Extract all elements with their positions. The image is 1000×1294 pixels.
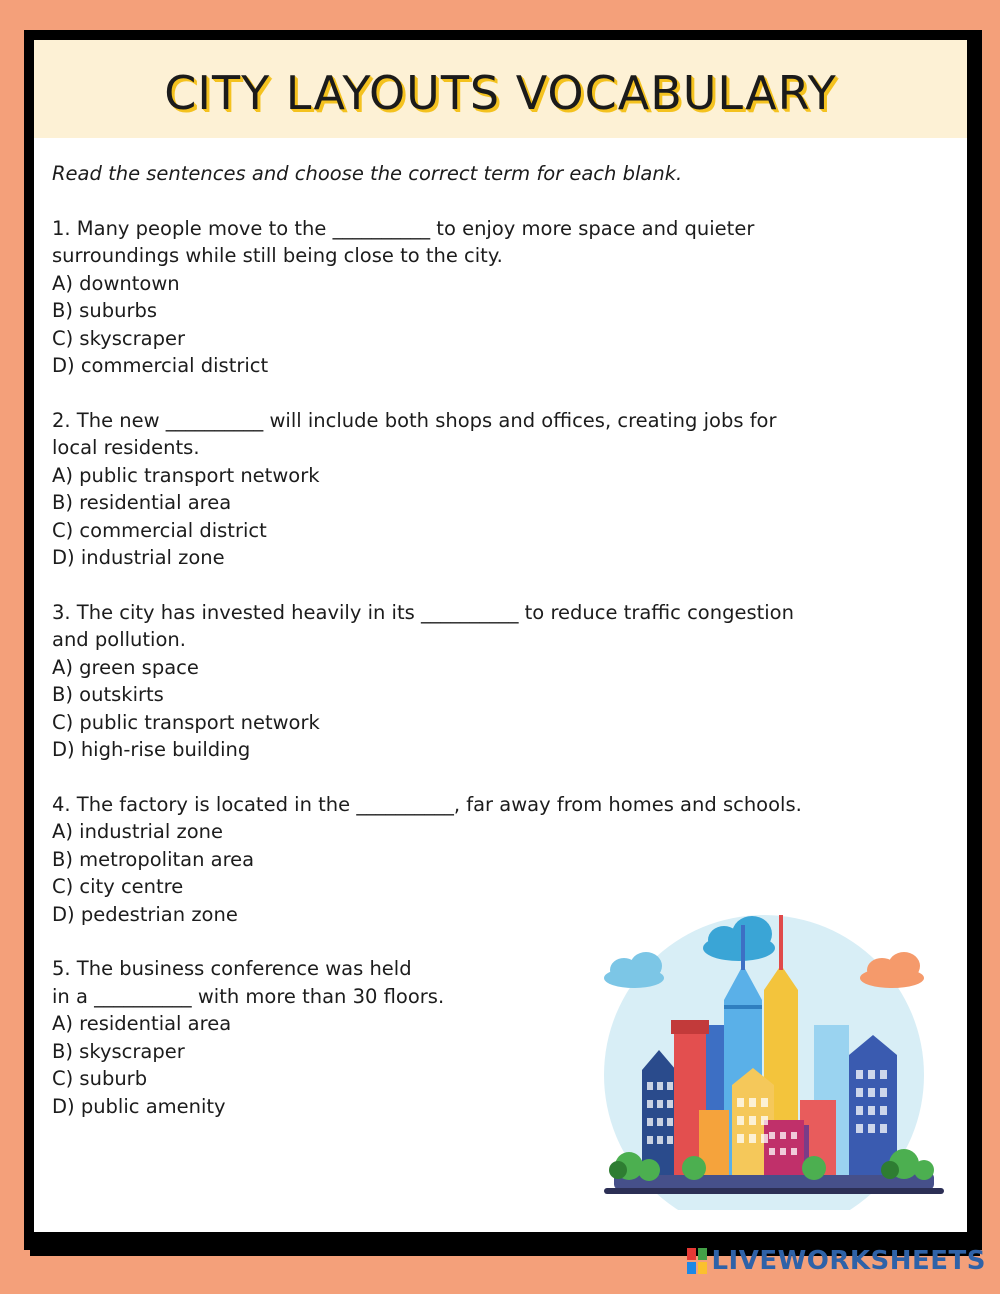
option-d[interactable]: D) commercial district — [52, 354, 269, 377]
question-text-line1: 2. The new __________ will include both shops and offices, creating jobs for — [52, 408, 777, 432]
question-text-line2: surroundings while still being close to the city. — [52, 244, 503, 267]
liveworksheets-logo — [687, 1246, 986, 1276]
option-d[interactable]: D) industrial zone — [52, 546, 225, 569]
option-a[interactable]: A) residential area — [52, 1012, 232, 1035]
question-text-line2: and pollution. — [52, 628, 186, 651]
title-band — [34, 40, 967, 138]
option-c[interactable]: C) public transport network — [52, 710, 320, 734]
option-a[interactable]: A) green space — [52, 655, 199, 679]
option-d[interactable]: D) pedestrian zone — [52, 902, 238, 926]
worksheet-page — [34, 40, 967, 1232]
worksheet-frame — [24, 30, 982, 1250]
option-a[interactable]: A) industrial zone — [52, 820, 223, 843]
option-c[interactable]: C) suburb — [52, 1067, 148, 1090]
option-c[interactable]: C) skyscraper — [52, 326, 185, 350]
option-c[interactable]: C) city centre — [52, 875, 184, 898]
option-b[interactable]: B) suburbs — [52, 299, 157, 322]
question-text-line2: local residents. — [52, 436, 200, 459]
question-text-line1: 1. Many people move to the __________ to enjoy more space and quieter — [52, 216, 755, 240]
option-b[interactable]: B) residential area — [52, 491, 232, 514]
option-c[interactable]: C) commercial district — [52, 518, 267, 542]
option-b[interactable]: B) skyscraper — [52, 1039, 185, 1063]
question-3 — [52, 599, 932, 764]
option-a[interactable]: A) downtown — [52, 271, 180, 295]
question-text-line1: 5. The business conference was held — [52, 957, 412, 980]
option-d[interactable]: D) high-rise building — [52, 738, 251, 761]
option-d[interactable]: D) public amenity — [52, 1094, 226, 1118]
question-text-line1: 3. The city has invested heavily in its __________ to reduce traffic congestion — [52, 600, 794, 624]
logo-text: LIVEWORKSHEETS — [711, 1246, 986, 1276]
instructions: Read the sentences and choose the correct term for each blank. — [52, 162, 683, 185]
option-b[interactable]: B) metropolitan area — [52, 847, 255, 871]
option-b[interactable]: B) outskirts — [52, 683, 164, 706]
question-2 — [52, 407, 932, 572]
city-skyline-illustration — [574, 870, 954, 1210]
question-text-line2: in a __________ with more than 30 floors. — [52, 984, 445, 1008]
question-1 — [52, 215, 932, 380]
page-title: CITY LAYOUTS VOCABULARY — [164, 66, 837, 120]
liveworksheets-logo-icon — [687, 1248, 707, 1274]
option-a[interactable]: A) public transport network — [52, 463, 320, 487]
question-text-line1: 4. The factory is located in the __________, far away from homes and schools. — [52, 792, 802, 816]
